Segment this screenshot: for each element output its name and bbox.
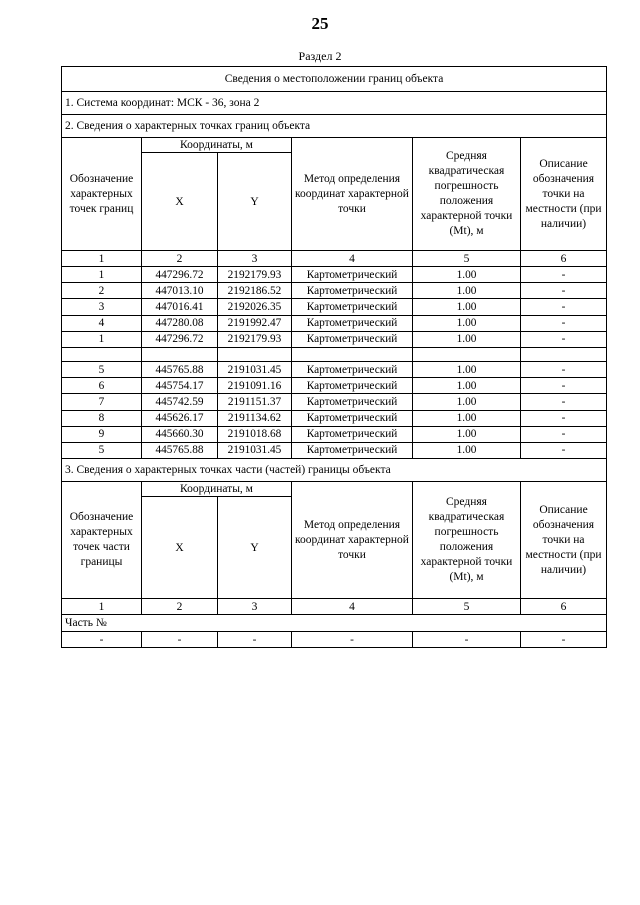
column-numbers-row (62, 251, 607, 267)
table-row (62, 442, 607, 458)
column-number-cell: 2 (142, 251, 218, 267)
table-cell: 2191134.62 (218, 410, 292, 426)
column-number-cell: 1 (62, 599, 142, 615)
table-cell: - (142, 632, 218, 648)
table-cell: Картометрический (292, 378, 413, 394)
col-x-header: X (142, 153, 218, 251)
column-numbers-row (62, 599, 607, 615)
table-cell: Картометрический (292, 426, 413, 442)
table-row (62, 331, 607, 347)
table-cell: 445626.17 (142, 410, 218, 426)
table-cell: - (521, 315, 607, 331)
table-cell: - (521, 267, 607, 283)
table-cell: 445742.59 (142, 394, 218, 410)
table-cell: Картометрический (292, 283, 413, 299)
table-row (62, 426, 607, 442)
column-number-cell: 4 (292, 251, 413, 267)
table-cell: 1.00 (413, 283, 521, 299)
table-row (62, 361, 607, 377)
col-point-header: Обозначение характерных точек части границы (62, 482, 142, 599)
table-cell: Картометрический (292, 267, 413, 283)
col-method-header: Метод определения координат характерной точки (292, 138, 413, 251)
table-title: Сведения о местоположении границ объекта (62, 67, 607, 92)
table-cell: - (521, 378, 607, 394)
table-row (62, 267, 607, 283)
table-cell: Картометрический (292, 361, 413, 377)
col-y-header: Y (218, 153, 292, 251)
table-cell: - (521, 410, 607, 426)
column-number-cell: 3 (218, 251, 292, 267)
table-cell: - (292, 632, 413, 648)
table-row (62, 299, 607, 315)
table-row (62, 632, 607, 648)
table-cell: 445765.88 (142, 361, 218, 377)
col-desc-header: Описание обозначения точки на местности (при наличии) (521, 138, 607, 251)
table-cell: Картометрический (292, 442, 413, 458)
table-cell: Картометрический (292, 315, 413, 331)
table-cell: 2191992.47 (218, 315, 292, 331)
col-point-header: Обозначение характерных точек границ (62, 138, 142, 251)
table-cell: Картометрический (292, 394, 413, 410)
table-cell: 1.00 (413, 361, 521, 377)
contour-separator-row (62, 347, 607, 361)
table-cell: - (521, 299, 607, 315)
column-number-cell: 2 (142, 599, 218, 615)
col-error-header: Средняя квадратическая погрешность положения характерной точки (Mt), м (413, 482, 521, 599)
table-cell: - (521, 632, 607, 648)
table-cell: 6 (62, 378, 142, 394)
table-cell: - (413, 632, 521, 648)
table-cell: 1.00 (413, 267, 521, 283)
table-row (62, 410, 607, 426)
table-cell: 445765.88 (142, 442, 218, 458)
table-cell: - (62, 632, 142, 648)
table-cell: 445660.30 (142, 426, 218, 442)
col-desc-header: Описание обозначения точки на местности (при наличии) (521, 482, 607, 599)
table-cell: 1.00 (413, 315, 521, 331)
table-cell: 8 (62, 410, 142, 426)
table-cell: 2192186.52 (218, 283, 292, 299)
table-cell: - (521, 426, 607, 442)
table-cell: 2191151.37 (218, 394, 292, 410)
table-cell: - (521, 442, 607, 458)
table-cell: 1.00 (413, 410, 521, 426)
table-cell: 447280.08 (142, 315, 218, 331)
table-cell: - (521, 361, 607, 377)
table-cell: 9 (62, 426, 142, 442)
table-cell: 1 (62, 331, 142, 347)
table-cell: Картометрический (292, 410, 413, 426)
table-cell: - (521, 394, 607, 410)
table-cell: 1.00 (413, 299, 521, 315)
table-cell: 4 (62, 315, 142, 331)
table-cell: 445754.17 (142, 378, 218, 394)
table-cell: 2191018.68 (218, 426, 292, 442)
boundary-table (61, 66, 607, 648)
block2-heading: 2. Сведения о характерных точках границ объекта (62, 115, 607, 138)
table-cell: 7 (62, 394, 142, 410)
table-cell: 2192179.93 (218, 331, 292, 347)
table-cell: 2192179.93 (218, 267, 292, 283)
block3-heading: 3. Сведения о характерных точках части (частей) границы объекта (62, 459, 607, 482)
table-cell: 1.00 (413, 394, 521, 410)
table-cell: 2 (62, 283, 142, 299)
table-cell: 447296.72 (142, 331, 218, 347)
part-label: Часть № (62, 615, 607, 632)
col-error-header: Средняя квадратическая погрешность положения характерной точки (Mt), м (413, 138, 521, 251)
column-number-cell: 3 (218, 599, 292, 615)
table-cell: Картометрический (292, 299, 413, 315)
table-cell: 3 (62, 299, 142, 315)
col-y-header: Y (218, 497, 292, 599)
table-cell: - (218, 632, 292, 648)
table-cell: Картометрический (292, 331, 413, 347)
table-cell: 1.00 (413, 426, 521, 442)
column-number-cell: 1 (62, 251, 142, 267)
col-coords-header: Координаты, м (142, 482, 292, 497)
column-number-cell: 5 (413, 251, 521, 267)
table-row (62, 378, 607, 394)
table-cell: - (521, 283, 607, 299)
table-cell: 2191091.16 (218, 378, 292, 394)
table-cell: 1.00 (413, 331, 521, 347)
table-cell: 2191031.45 (218, 361, 292, 377)
page-number: 25 (311, 14, 329, 33)
column-number-cell: 5 (413, 599, 521, 615)
column-number-cell: 4 (292, 599, 413, 615)
table-cell: 2192026.35 (218, 299, 292, 315)
table-cell: 5 (62, 361, 142, 377)
table-cell: 1.00 (413, 442, 521, 458)
table-cell: 447013.10 (142, 283, 218, 299)
table-cell: 2191031.45 (218, 442, 292, 458)
col-x-header: X (142, 497, 218, 599)
column-number-cell: 6 (521, 251, 607, 267)
section-label: Раздел 2 (298, 49, 342, 63)
col-coords-header: Координаты, м (142, 138, 292, 153)
table-cell: 5 (62, 442, 142, 458)
table-row (62, 283, 607, 299)
coord-system: 1. Система координат: МСК - 36, зона 2 (62, 92, 607, 115)
table-cell: 1.00 (413, 378, 521, 394)
table-cell: 1 (62, 267, 142, 283)
table-cell: 447296.72 (142, 267, 218, 283)
column-number-cell: 6 (521, 599, 607, 615)
table-cell: - (521, 331, 607, 347)
table-row (62, 394, 607, 410)
col-method-header: Метод определения координат характерной точки (292, 482, 413, 599)
table-cell: 447016.41 (142, 299, 218, 315)
table-row (62, 315, 607, 331)
